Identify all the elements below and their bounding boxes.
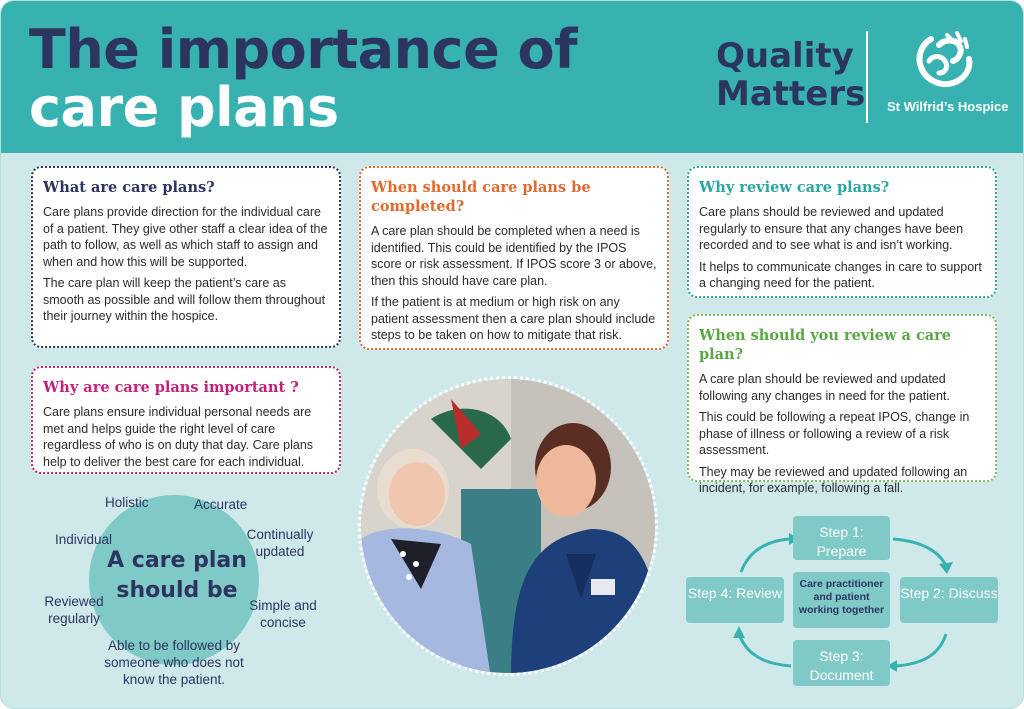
- word-individual: Individual: [55, 532, 113, 547]
- when-review-box: [687, 314, 997, 495]
- when-completed-heading: When should care plans be completed?: [371, 179, 591, 215]
- step-4-review: Step 4: Review: [686, 577, 784, 623]
- why-important-heading: Why are care plans important ?: [43, 379, 299, 396]
- when-completed-box: [359, 166, 669, 350]
- step-2-discuss: Step 2: Discuss: [900, 577, 998, 623]
- why-important-box: [31, 366, 341, 474]
- page-title: [29, 18, 578, 139]
- when-review-heading: When should you review a care plan?: [699, 327, 952, 363]
- brand-line-1: Quality: [716, 36, 854, 76]
- should-be-title: A care plan should be: [107, 548, 247, 603]
- why-review-paragraph-1: Care plans should be reviewed and updated regularly to ensure that any changes have been recorded and to see what is and isn’t working.: [699, 205, 964, 252]
- what-paragraph-1: Care plans provide direction for the individual care of a patient. They give other staff a clear idea of the path to follow, as well as which staff to assign and when and how this will be supported.: [43, 205, 328, 269]
- nurse-patient-photo: [358, 376, 658, 676]
- when-review-paragraph-1: A care plan should be reviewed and updated following any changes in need for the patient.: [699, 372, 950, 403]
- when-completed-paragraph-1: A care plan should be completed when a need is identified. This could be identified by the IPOS score or risk assessment. If IPOS score 3 or above, then this should have care plan.: [371, 224, 657, 288]
- when-review-paragraph-3: They may be reviewed and updated following an incident, for example, following a fall.: [699, 464, 968, 495]
- why-review-heading: Why review care plans?: [699, 179, 890, 196]
- word-continually-updated: Continually updated: [246, 527, 314, 559]
- header-banner: [1, 1, 1024, 153]
- word-accurate: Accurate: [194, 497, 248, 512]
- brand-line-2: Matters: [716, 74, 866, 114]
- word-able-to-be-followed: Able to be followed by someone who does not know the patient.: [104, 638, 244, 687]
- what-are-care-plans-box: [31, 166, 341, 348]
- why-important-paragraph: Care plans ensure individual personal needs are met and helps guide the right level of care regardless of who is on duty that day. Care plans help to deliver the best care for each individual.: [43, 405, 314, 469]
- step-3-document: Step 3: Document: [793, 640, 890, 686]
- title-line-2: care plans: [29, 76, 339, 139]
- hospice-hands-logo-icon: [909, 31, 979, 97]
- word-simple-concise: Simple and concise: [249, 598, 317, 630]
- step-1-prepare: Step 1: Prepare: [793, 516, 890, 560]
- why-review-box: [687, 166, 997, 298]
- quality-matters-logo: [716, 37, 865, 113]
- word-holistic: Holistic: [105, 495, 149, 510]
- what-paragraph-2: The care plan will keep the patient’s care as smooth as possible and will follow them throughout their journey within the hospice.: [43, 276, 326, 323]
- cycle-center-label: Care practitioner and patient working together: [793, 572, 890, 628]
- when-completed-paragraph-2: If the patient is at medium or high risk on any patient assessment then a care plan should include steps to be taken on how to mitigate that risk.: [371, 295, 656, 342]
- when-review-paragraph-2: This could be following a repeat IPOS, change in phase of illness or following a review of a risk assessment.: [699, 410, 970, 457]
- title-line-1: The importance of: [29, 18, 578, 81]
- word-reviewed-regularly: Reviewed regularly: [44, 594, 104, 626]
- what-heading: What are care plans?: [43, 179, 215, 196]
- why-review-paragraph-2: It helps to communicate changes in care to support a changing need for the patient.: [699, 259, 982, 290]
- hospice-name: St Wilfrid’s Hospice: [887, 99, 1009, 114]
- logo-divider: [866, 31, 868, 123]
